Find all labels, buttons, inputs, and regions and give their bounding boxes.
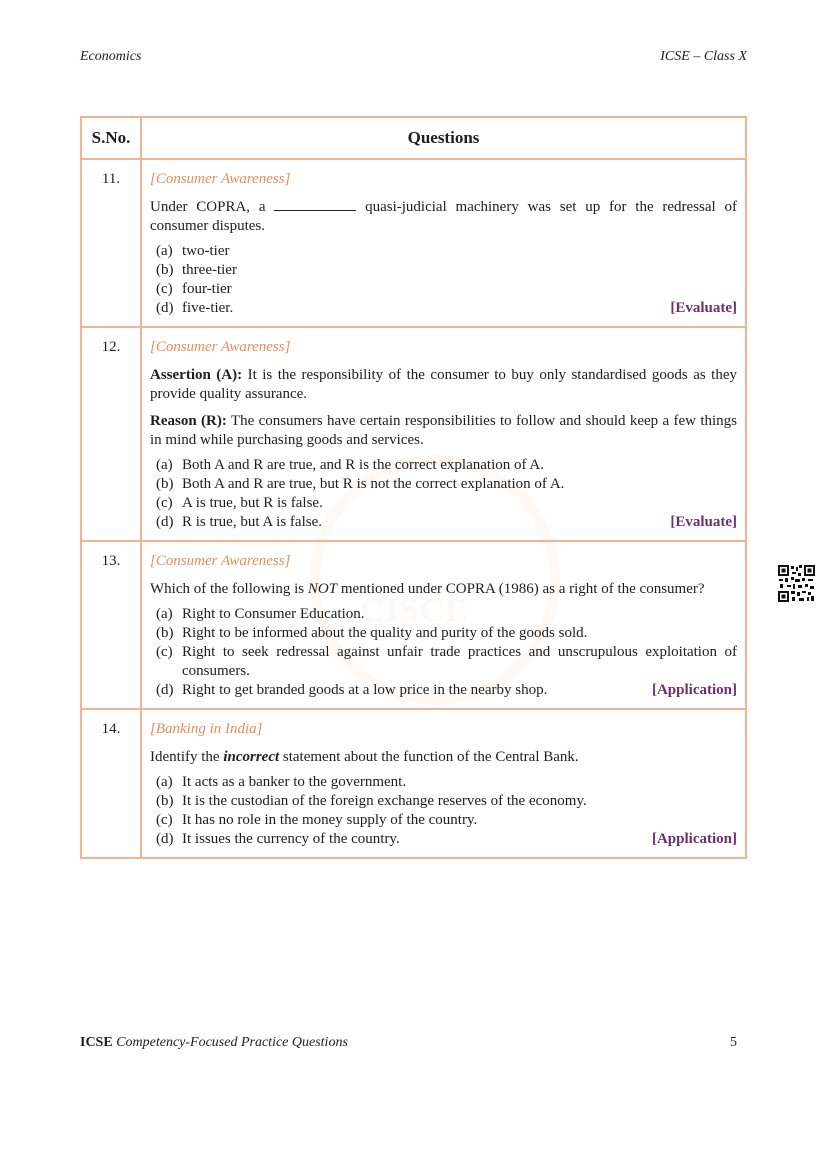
option-item: (c) A is true, but R is false. bbox=[156, 495, 323, 511]
option-item: (a) Right to Consumer Education. bbox=[156, 606, 365, 622]
option-item: (b) three-tier bbox=[156, 262, 237, 278]
question-body bbox=[141, 327, 746, 541]
option-item: (a) two-tier bbox=[156, 243, 230, 259]
page-number: 5 bbox=[730, 1035, 737, 1050]
footer-brand: ICSE bbox=[80, 1035, 113, 1050]
option-item: (d) R is true, but A is false. [Evaluate] bbox=[156, 514, 737, 530]
question-body bbox=[141, 541, 746, 709]
option-list bbox=[150, 773, 737, 849]
option-item: (d) five-tier. [Evaluate] bbox=[156, 300, 737, 316]
qr-code-icon bbox=[778, 565, 815, 602]
question-topic: [Consumer Awareness] bbox=[150, 339, 291, 355]
question-row bbox=[81, 327, 746, 541]
option-item: (c) It has no role in the money supply of the country. bbox=[156, 812, 478, 828]
footer-subtitle: Competency-Focused Practice Questions bbox=[116, 1035, 348, 1050]
option-item: (c) Right to seek redressal against unfair trade practices and unscrupulous exploitation of consumers. bbox=[156, 644, 737, 679]
reason-statement: Reason (R): The consumers have certain responsibilities to follow and should keep a few things in mind while purchasing goods and services. bbox=[150, 413, 737, 448]
question-number: 11. bbox=[81, 159, 141, 327]
question-topic: [Consumer Awareness] bbox=[150, 553, 291, 569]
option-item: (d) It issues the currency of the country. [Application] bbox=[156, 831, 737, 847]
questions-table bbox=[80, 116, 747, 859]
option-item: (a) Both A and R are true, and R is the correct explanation of A. bbox=[156, 457, 544, 473]
question-stem: Identify the incorrect statement about the function of the Central Bank. bbox=[150, 749, 579, 765]
option-list bbox=[150, 242, 737, 318]
header-class: ICSE – Class X bbox=[660, 49, 747, 64]
skill-tag: [Evaluate] bbox=[670, 300, 737, 316]
option-list bbox=[150, 456, 737, 532]
question-body bbox=[141, 709, 746, 858]
questions-column-header: Questions bbox=[141, 117, 746, 159]
header-subject: Economics bbox=[80, 49, 142, 64]
option-item: (d) Right to get branded goods at a low price in the nearby shop. [Application] bbox=[156, 682, 737, 698]
skill-tag: [Application] bbox=[651, 831, 737, 847]
footer-title bbox=[80, 1035, 348, 1051]
question-number: 12. bbox=[81, 327, 141, 541]
option-item: (c) four-tier bbox=[156, 281, 232, 297]
option-list bbox=[150, 605, 737, 700]
option-item: (b) Right to be informed about the quality and purity of the goods sold. bbox=[156, 625, 588, 641]
question-row bbox=[81, 159, 746, 327]
assertion-statement: Assertion (A): It is the responsibility of the consumer to buy only standardised goods as they provide quality assurance. bbox=[150, 367, 738, 402]
question-topic: [Consumer Awareness] bbox=[150, 171, 291, 187]
skill-tag: [Evaluate] bbox=[670, 514, 737, 530]
table-header-row bbox=[81, 117, 746, 159]
option-item: (b) It is the custodian of the foreign exchange reserves of the economy. bbox=[156, 793, 587, 809]
watermark-text: CISCE bbox=[360, 592, 469, 629]
option-item: (a) It acts as a banker to the government. bbox=[156, 774, 407, 790]
question-number: 14. bbox=[81, 709, 141, 858]
fill-in-blank bbox=[274, 198, 356, 211]
option-item: (b) Both A and R are true, but R is not the correct explanation of A. bbox=[156, 476, 565, 492]
question-body bbox=[141, 159, 746, 327]
question-row bbox=[81, 541, 746, 709]
skill-tag: [Application] bbox=[651, 682, 737, 698]
question-stem: Which of the following is NOT mentioned under COPRA (1986) as a right of the consumer? bbox=[150, 581, 705, 597]
question-number: 13. bbox=[81, 541, 141, 709]
question-topic: [Banking in India] bbox=[150, 721, 263, 737]
question-row bbox=[81, 709, 746, 858]
question-stem: Under COPRA, a quasi-judicial machinery was set up for the redressal of consumer disputes. bbox=[150, 199, 737, 234]
sno-column-header: S.No. bbox=[81, 117, 141, 159]
